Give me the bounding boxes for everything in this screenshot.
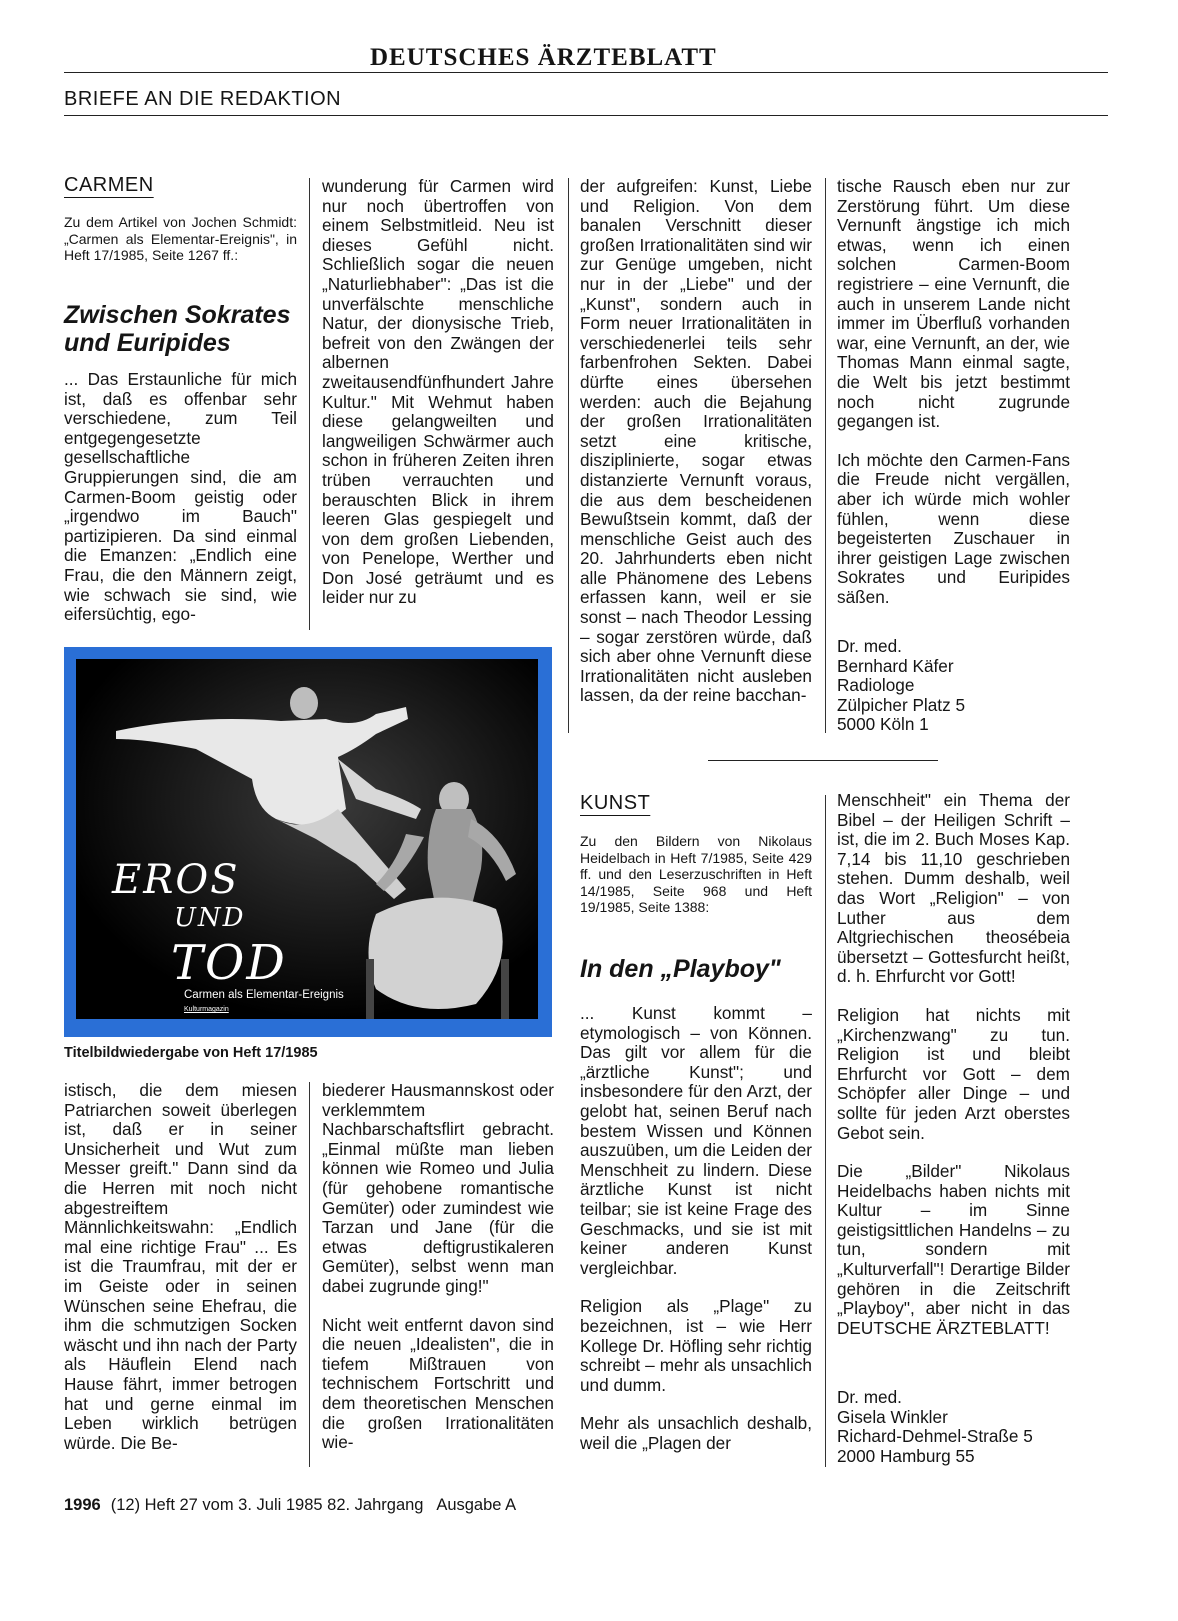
signature-line: Dr. med. [837, 636, 902, 656]
letter-body [322, 1081, 554, 1472]
paragraph: ... Kunst kommt – etymologisch – von Können. Das gilt vor allem für die „ärztliche Kunst"; und insbesondere für den Arzt, der gelobt hat, seinen Beruf nach bestem Wissen und Können auszuüben, um die Leiden der Menschheit zu lindern. Diese ärztliche Kunst ist nicht teilbar; sie ist keine Frage des Geschmacks, und sie ist mit keiner anderen Kunst vergleichbar. [580, 1003, 812, 1278]
signature-line: Richard-Dehmel-Straße 5 [837, 1426, 1033, 1447]
signature [837, 637, 965, 735]
paragraph: Die „Bilder" Nikolaus Heidelbachs haben nichts mit Kultur – im Sinne geistigsittlichen Handelns – zu tun, sondern mit „Kulturverfall"! Derartige Bilder gehören in die Zeitschrift „Playboy", aber nicht in das DEUTSCHE ÄRZTEBLATT! [837, 1161, 1070, 1338]
letter-intro: Zu dem Artikel von Jochen Schmidt: „Carmen als Elementar-Ereignis", in Heft 17/1985, Seite 1267 ff.: [64, 214, 297, 264]
cover-title-line: UND [174, 903, 246, 933]
letter-body [837, 791, 1070, 1357]
paragraph: Ich möchte den Carmen-Fans die Freude nicht vergällen, aber ich würde mich wohler fühlen, wenn diese begeisterten Zuschauer in ihrer geistigen Lage zwischen Sokrates und Euripides säßen. [837, 449, 1070, 607]
letter-body: der aufgreifen: Kunst, Liebe und Religion. Von dem banalen Verschnitt dieser großen Irrationalitäten sind wir zur Genüge umgeben, nicht nur in der „Liebe" und der „Kunst", sondern auch in Form neuer Irrationalitäten in verschiedenerlei teils sehr farbenfrohen Sekten. Dabei dürfte eines übersehen werden: auch die Bejahung der großen Irrationalitäten setzt eine kritische, disziplinierte, sogar etwas distanzierte Vernunft voraus, die aus dem bescheidenen Bewußtsein kommt, daß der menschliche Geist auch des 20. Jahrhunderts eben nicht alle Phänomene des Lebens erfassen kann, weil er sie sonst – nach Theodor Lessing – sogar zerstören würde, daß sich aber ohne Vernunft diese Irrationalitäten nicht ausleben lassen, da der reine bacchan- [580, 176, 812, 706]
paragraph: biederer Hausmannskost oder verklemmtem Nachbarschaftsflirt gebracht. „Einmal müßte man lieben können wie Romeo und Julia (für gehobene romantische Gemüter) oder zumindest wie Tarzan und Jane (für die etwas deftigrustikaleren Gemüter), selbst wenn man dabei zugrunde ging!" [322, 1080, 554, 1296]
column-divider [309, 178, 310, 630]
cover-title-line: TOD [171, 935, 287, 991]
signature-line: 5000 Köln 1 [837, 714, 929, 735]
masthead-rule [64, 72, 1108, 73]
signature [837, 1388, 1033, 1466]
letter-body: istisch, die dem miesen Patriarchen soweit überlegen ist, daß er in seiner Unsicherheit und Wut zum Messer greift." Dann sind da die Herren mit noch nicht abgestreiftem Männlichkeitswahn: „Endlich mal eine richtige Frau" ... Es ist die Traumfrau, mit der er im Geiste oder in seinen Wünschen seine Ehefrau, die ihm die schmutzigen Socken wäscht und ihn nach der Party als Häuflein Elend nach Hause fährt, immer betrogen hat und gerne einmal im Leben wirklich betrügen würde. Die Be- [64, 1080, 297, 1453]
cover-title-line: EROS [112, 857, 240, 903]
paragraph: Nicht weit entfernt davon sind die neuen „Idealisten", die in tiefem Mißtrauen von technischem Fortschritt und dem theoretischen Menschen die großen Irrationalitäten wie- [322, 1314, 554, 1453]
signature-line: Radiologe [837, 675, 915, 696]
signature-line: 2000 Hamburg 55 [837, 1445, 975, 1466]
letter-divider [708, 760, 938, 761]
letter-kicker: KUNST [580, 792, 651, 814]
column-divider [825, 178, 826, 733]
section-title: BRIEFE AN DIE REDAKTION [64, 88, 342, 110]
paragraph: Mehr als unsachlich deshalb, weil die „Plagen der [580, 1413, 812, 1453]
issue-info: (12) Heft 27 vom 3. Juli 1985 82. Jahrgang Ausgabe A [110, 1496, 517, 1514]
signature-line: Gisela Winkler [837, 1406, 948, 1427]
letter-body: wunderung für Carmen wird nur noch übertroffen von einem Selbstmitleid. Neu ist dieses Gefühl nicht. Schließlich sogar die neuen „Naturliebhaber": „Das ist die unverfälschte menschliche Natur, der dionysische Trieb, befreit von den Zwängen der albernen zweitausendfünfhundert Jahre Kultur." Mit Wehmut haben diese gelangweilten und langweiligen Schwärmer auch schon in früheren Zeiten ihren trüben verrauchten und berauschten Blick in ihrem leeren Glas gespiegelt und von dem großen Liebenden, von Penelope, Werther und Don José geträumt und es leider nur zu [322, 176, 554, 608]
column-divider [568, 178, 569, 733]
letter-headline: Zwischen Sokrates und Euripides [64, 301, 291, 357]
cover-image [76, 659, 538, 1019]
letter-headline: In den „Playboy" [580, 955, 781, 983]
signature-line: Zülpicher Platz 5 [837, 694, 966, 715]
photo-caption: Titelbildwiedergabe von Heft 17/1985 [64, 1045, 318, 1061]
paragraph: tische Rausch eben nur zur Zerstörung führt. Um diese Vernunft ängstige ich mich etwas, wenn ich einen solchen Carmen-Boom registriere – eine Vernunft, die auch in unserem Lande nicht immer im Überfluß vorhanden war, eine Vernunft, an der, wie Thomas Mann einmal sagte, die Welt bis jetzt bestimmt noch nicht zugrunde gegangen ist. [837, 176, 1070, 432]
signature-line: Bernhard Käfer [837, 655, 954, 676]
cover-subtitle: Carmen als Elementar-Ereignis [184, 989, 344, 1001]
paragraph: Religion als „Plage" zu bezeichnen, ist – wie Herr Kollege Dr. Höfling sehr richtig schreibt – mehr als unsachlich und dumm. [580, 1296, 812, 1395]
letter-intro: Zu den Bildern von Nikolaus Heidelbach in Heft 7/1985, Seite 429 ff. und den Leserzuschriften in Heft 14/1985, Seite 968 und Heft 19/1985, Seite 1388: [580, 833, 812, 916]
letter-body [837, 177, 1070, 626]
letter-body [580, 1004, 812, 1472]
cover-tag: Kulturmagazin [184, 1006, 229, 1013]
cover-photo [64, 647, 552, 1037]
signature-line: Dr. med. [837, 1387, 902, 1407]
column-divider [825, 795, 826, 1467]
column-divider [309, 1082, 310, 1467]
letter-body: ... Das Erstaunliche für mich ist, daß es offenbar sehr verschiedene, zum Teil entgegengesetzte gesellschaftliche Gruppierungen sind, die am Carmen-Boom geistig oder „irgendwo im Bauch" partizipieren. Da sind einmal die Emanzen: „Endlich eine Frau, die den Männern zeigt, wie schwach sie sind, wie eifersüchtig, ego- [64, 369, 297, 625]
letter-kicker: CARMEN [64, 174, 154, 196]
paragraph: Religion hat nichts mit „Kirchenzwang" zu tun. Religion ist und bleibt Ehrfurcht vor Gott – dem Schöpfer aller Dinge – und sollte für jeden Arzt oberstes Gebot sein. [837, 1004, 1070, 1143]
page-footer [64, 1496, 516, 1515]
paragraph: Menschheit" ein Thema der Bibel – der Heiligen Schrift – ist, die im 2. Buch Moses Kap. 7,14 bis 11,10 geschrieben stehen. Dumm deshalb, weil das Wort „Religion" – von Luther aus dem Altgriechischen theosébeia übersetzt – Gottesfurcht heißt, d. h. Ehrfurcht vor Gott! [837, 790, 1070, 987]
page-number: 1996 [64, 1496, 101, 1514]
section-rule [64, 115, 1108, 116]
masthead: DEUTSCHES ÄRZTEBLATT [370, 44, 717, 71]
dancers-illustration [76, 659, 538, 1019]
